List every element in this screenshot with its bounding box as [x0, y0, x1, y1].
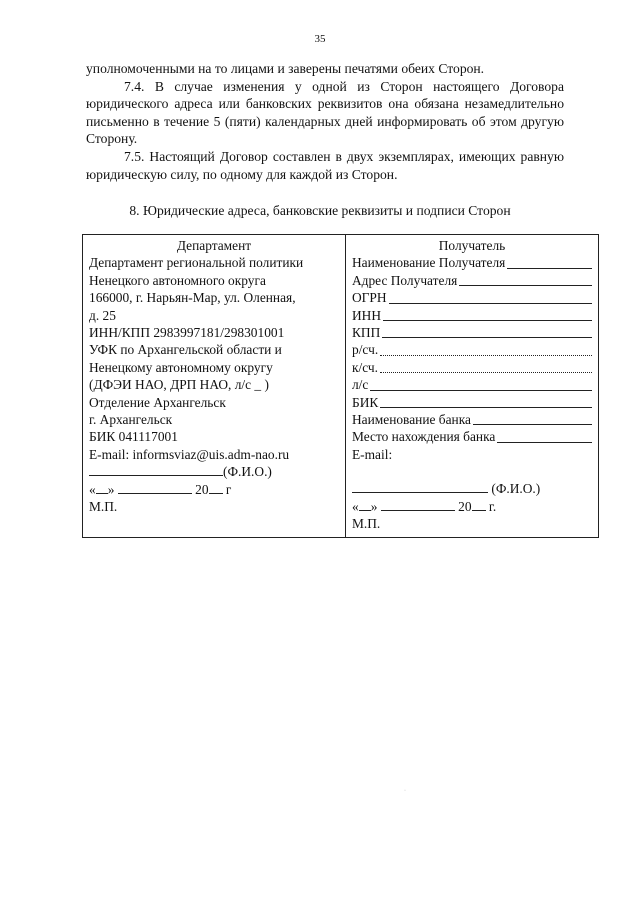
recipient-email: E-mail: [352, 446, 393, 462]
month-blank [381, 498, 455, 511]
department-signature-line [89, 463, 339, 480]
year-blank [209, 481, 223, 494]
field-blank [382, 325, 592, 338]
body-text [86, 60, 564, 183]
fio-label: (Ф.И.О.) [491, 481, 541, 497]
signature-blank [352, 480, 488, 493]
recipient-field-bik: БИК [352, 394, 592, 411]
page-number: 35 [314, 33, 326, 45]
recipient-field-address: Адрес Получателя [352, 272, 592, 289]
department-line: ИНН/КПП 2983997181/298301001 [89, 325, 285, 341]
recipient-field-name: Наименование Получателя [352, 254, 592, 271]
year-blank [472, 498, 486, 511]
recipient-field-kpp: КПП [352, 324, 592, 341]
field-blank [389, 291, 592, 304]
recipient-field-inn: ИНН [352, 307, 592, 324]
recipient-field-bank-location: Место нахождения банка [352, 428, 592, 445]
field-blank [497, 430, 592, 443]
department-line: УФК по Архангельской области и [89, 342, 282, 358]
stamp-label: М.П. [89, 499, 118, 515]
field-blank [473, 412, 592, 425]
department-email: E-mail: informsviaz@uis.adm-nao.ru [89, 446, 290, 462]
paragraph-7-5: 7.5. Настоящий Договор составлен в двух экземплярах, имеющих равную юридическую силу, по одному для каждой из Сторон. [86, 148, 564, 182]
department-line: Департамент региональной политики [89, 255, 304, 271]
field-blank [380, 343, 592, 356]
recipient-field-personal-account: л/с [352, 376, 592, 393]
day-blank [359, 498, 371, 511]
department-line: БИК 041117001 [89, 429, 178, 445]
department-line: Ненецкого автономного округа [89, 272, 266, 288]
field-blank [380, 395, 592, 408]
department-line: (ДФЭИ НАО, ДРП НАО, л/с _ ) [89, 377, 269, 393]
requisites-table [82, 234, 599, 538]
recipient-field-bank-name: Наименование банка [352, 411, 592, 428]
recipient-field-ogrn: ОГРН [352, 289, 592, 306]
paragraph-continuation: уполномоченными на то лицами и заверены печатями обеих Сторон. [86, 61, 485, 76]
recipient-date-line: « » 20 г. [352, 498, 497, 514]
department-heading: Департамент [176, 238, 252, 253]
department-line: Ненецкому автономному округу [89, 359, 273, 375]
field-blank [380, 360, 592, 373]
scan-mark: · [404, 788, 406, 794]
recipient-heading: Получатель [438, 238, 506, 253]
recipient-signature-line [352, 480, 592, 497]
department-line: 166000, г. Нарьян-Мар, ул. Оленная, [89, 290, 296, 306]
stamp-label: М.П. [352, 516, 381, 532]
field-blank [459, 273, 592, 286]
signature-blank [89, 463, 223, 476]
month-blank [118, 481, 192, 494]
field-blank [383, 308, 592, 321]
department-date-line: « » 20 г [89, 481, 232, 497]
field-blank [370, 378, 592, 391]
department-line: Отделение Архангельск [89, 394, 226, 410]
department-line: д. 25 [89, 307, 116, 323]
recipient-field-corr-account: к/сч. [352, 359, 592, 376]
section-title: 8. Юридические адреса, банковские реквизиты и подписи Сторон [129, 203, 511, 218]
paragraph-7-4: 7.4. В случае изменения у одной из Сторон настоящего Договора юридического адреса или банковских реквизитов она обязана незамедлительно письменно в течение 5 (пяти) календарных дней информировать об этом другую Сторону. [86, 78, 564, 147]
fio-label: (Ф.И.О.) [223, 464, 272, 480]
spacer [352, 463, 592, 480]
day-blank [96, 481, 108, 494]
recipient-field-account: р/сч. [352, 341, 592, 358]
recipient-column [346, 235, 599, 538]
department-line: г. Архангельск [89, 412, 173, 428]
field-blank [507, 256, 592, 269]
department-column [83, 235, 346, 538]
